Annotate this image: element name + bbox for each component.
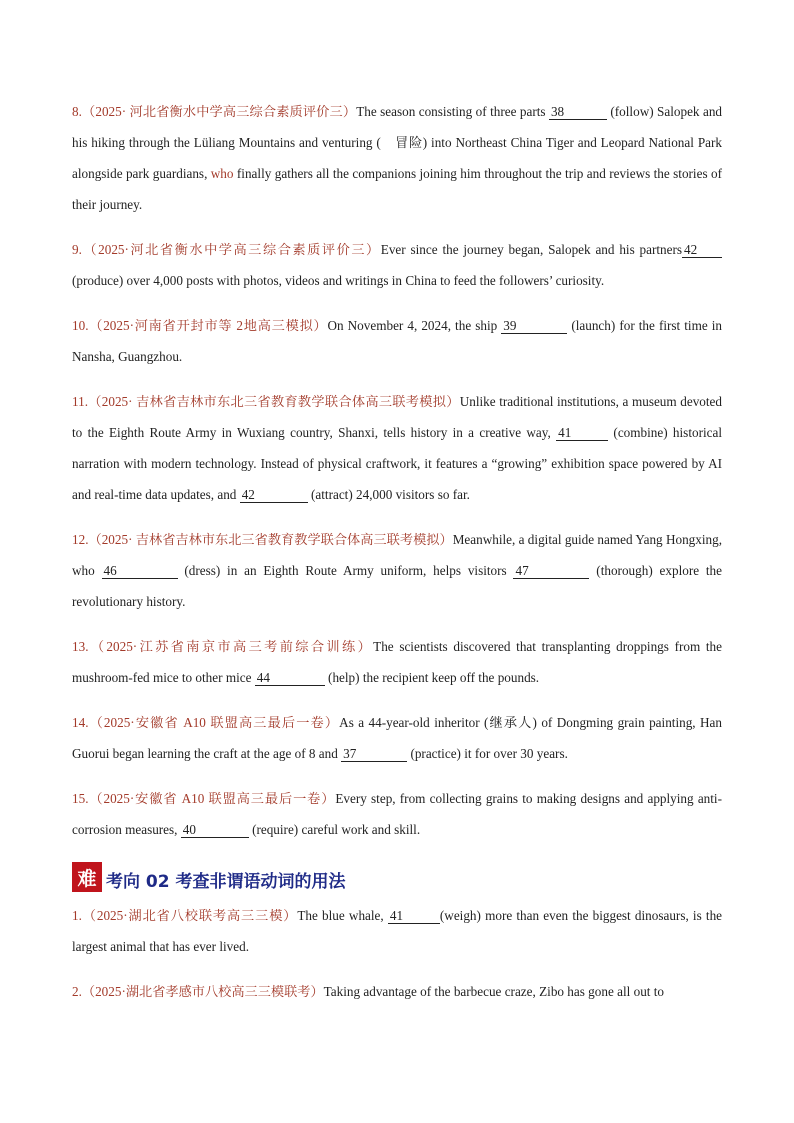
answer-blank: 42 [682,243,722,258]
question-number: 9. [72,242,82,257]
question-13 [72,631,722,693]
question-source: （2025· 吉林省吉林市东北三省教育教学联合体高三联考模拟） [88,532,453,547]
question-text: Taking advantage of the barbecue craze, Zibo has gone all out to [323,984,664,999]
highlighted-word: who [210,166,234,181]
answer-blank: 46 [102,564,178,579]
question-source: （2025·江苏省南京市高三考前综合训练） [88,639,374,654]
question-text: (launch) for the first time in Nansha, Guangzhou. [72,318,722,364]
question-source: （2025· 河北省衡水中学高三综合素质评价三） [81,104,357,119]
question-source: （2025·河北省衡水中学高三综合素质评价三） [81,242,381,257]
question-9 [72,234,722,296]
question-11 [72,386,722,510]
question-source: （2025·安徽省 A10 联盟高三最后一卷） [88,791,336,806]
answer-blank: 42 [240,488,308,503]
question-text: (dress) in an Eighth Route Army uniform, helps visitors [177,563,514,578]
question-source: （2025·安徽省 A10 联盟高三最后一卷） [88,715,340,730]
question-source: （2025·河南省开封市等 2地高三模拟） [88,318,328,333]
question-10 [72,310,722,372]
question-text: (weigh) more than even the biggest dinosaurs, is the largest animal that has ever lived. [72,908,723,954]
question-text: Unlike traditional institutions, a museum devoted to the Eighth Route Army in Wuxiang country, Shanxi, tells history in a creative way, [72,394,722,440]
question-15 [72,783,722,845]
question-text: Every step, from collecting grains to making designs and applying anti-corrosion measures, [72,791,722,837]
question-number: 8. [72,104,82,119]
question-number: 15. [72,791,89,806]
question-number: 10. [72,318,89,333]
question-source: （2025·湖北省孝感市八校高三三模联考） [81,984,324,999]
answer-blank: 40 [181,823,249,838]
answer-blank: 44 [255,671,325,686]
question-text: Ever since the journey began, Salopek and his partners [380,242,683,257]
answer-blank: 41 [388,909,440,924]
question-number: 11. [72,394,88,409]
question-text: (combine) historical narration with modern technology. Instead of physical craftwork, it features a “growing” exhibition space powered by AI and real-time data updates, and [72,425,722,502]
question-text: Meanwhile, a digital guide named Yang Hongxing, who [72,532,723,578]
question-s2-1 [72,900,722,962]
question-text: (require) careful work and skill. [248,822,421,837]
question-text: (practice) it for over 30 years. [407,746,568,761]
question-text: (help) the recipient keep off the pounds. [324,670,540,685]
question-text: (thorough) explore the revolutionary history. [72,563,722,609]
question-text: The blue whale, [297,908,388,923]
question-text: finally gathers all the companions joining him throughout the trip and reviews the stories of their journey. [72,166,722,212]
answer-blank: 39 [501,319,567,334]
answer-blank: 47 [513,564,589,579]
answer-blank: 41 [556,426,608,441]
section-title: 考向 02 考查非谓语动词的用法 [106,872,346,892]
question-8 [72,96,722,220]
question-number: 13. [72,639,89,654]
answer-blank: 38 [549,105,607,120]
question-text: (produce) over 4,000 posts with photos, videos and writings in China to feed the followers’ curiosity. [72,273,605,288]
question-text: The scientists discovered that transplanting droppings from the mushroom-fed mice to other mice [72,639,722,685]
question-number: 1. [72,908,82,923]
question-number: 12. [72,532,89,547]
question-text: (follow) Salopek and his hiking through the Lüliang Mountains and venturing ( 冒险) into Northeast China Tiger and Leopard National Park alongside park guardians, [72,104,723,181]
question-source: （2025·湖北省八校联考高三三模） [81,908,298,923]
question-number: 14. [72,715,89,730]
question-text: As a 44-year-old inheritor (继承人) of Dongming grain painting, Han Guorui began learning the craft at the age of 8 and [72,715,722,761]
answer-blank: 37 [341,747,407,762]
question-14 [72,707,722,769]
question-s2-2 [72,976,722,1007]
question-12 [72,524,722,617]
question-text: On November 4, 2024, the ship [327,318,502,333]
question-source: （2025· 吉林省吉林市东北三省教育教学联合体高三联考模拟） [88,394,460,409]
question-text: The season consisting of three parts [356,104,549,119]
difficulty-badge: 难 [72,862,102,892]
question-number: 2. [72,984,82,999]
section-heading [72,860,346,892]
question-text: (attract) 24,000 visitors so far. [307,487,470,502]
